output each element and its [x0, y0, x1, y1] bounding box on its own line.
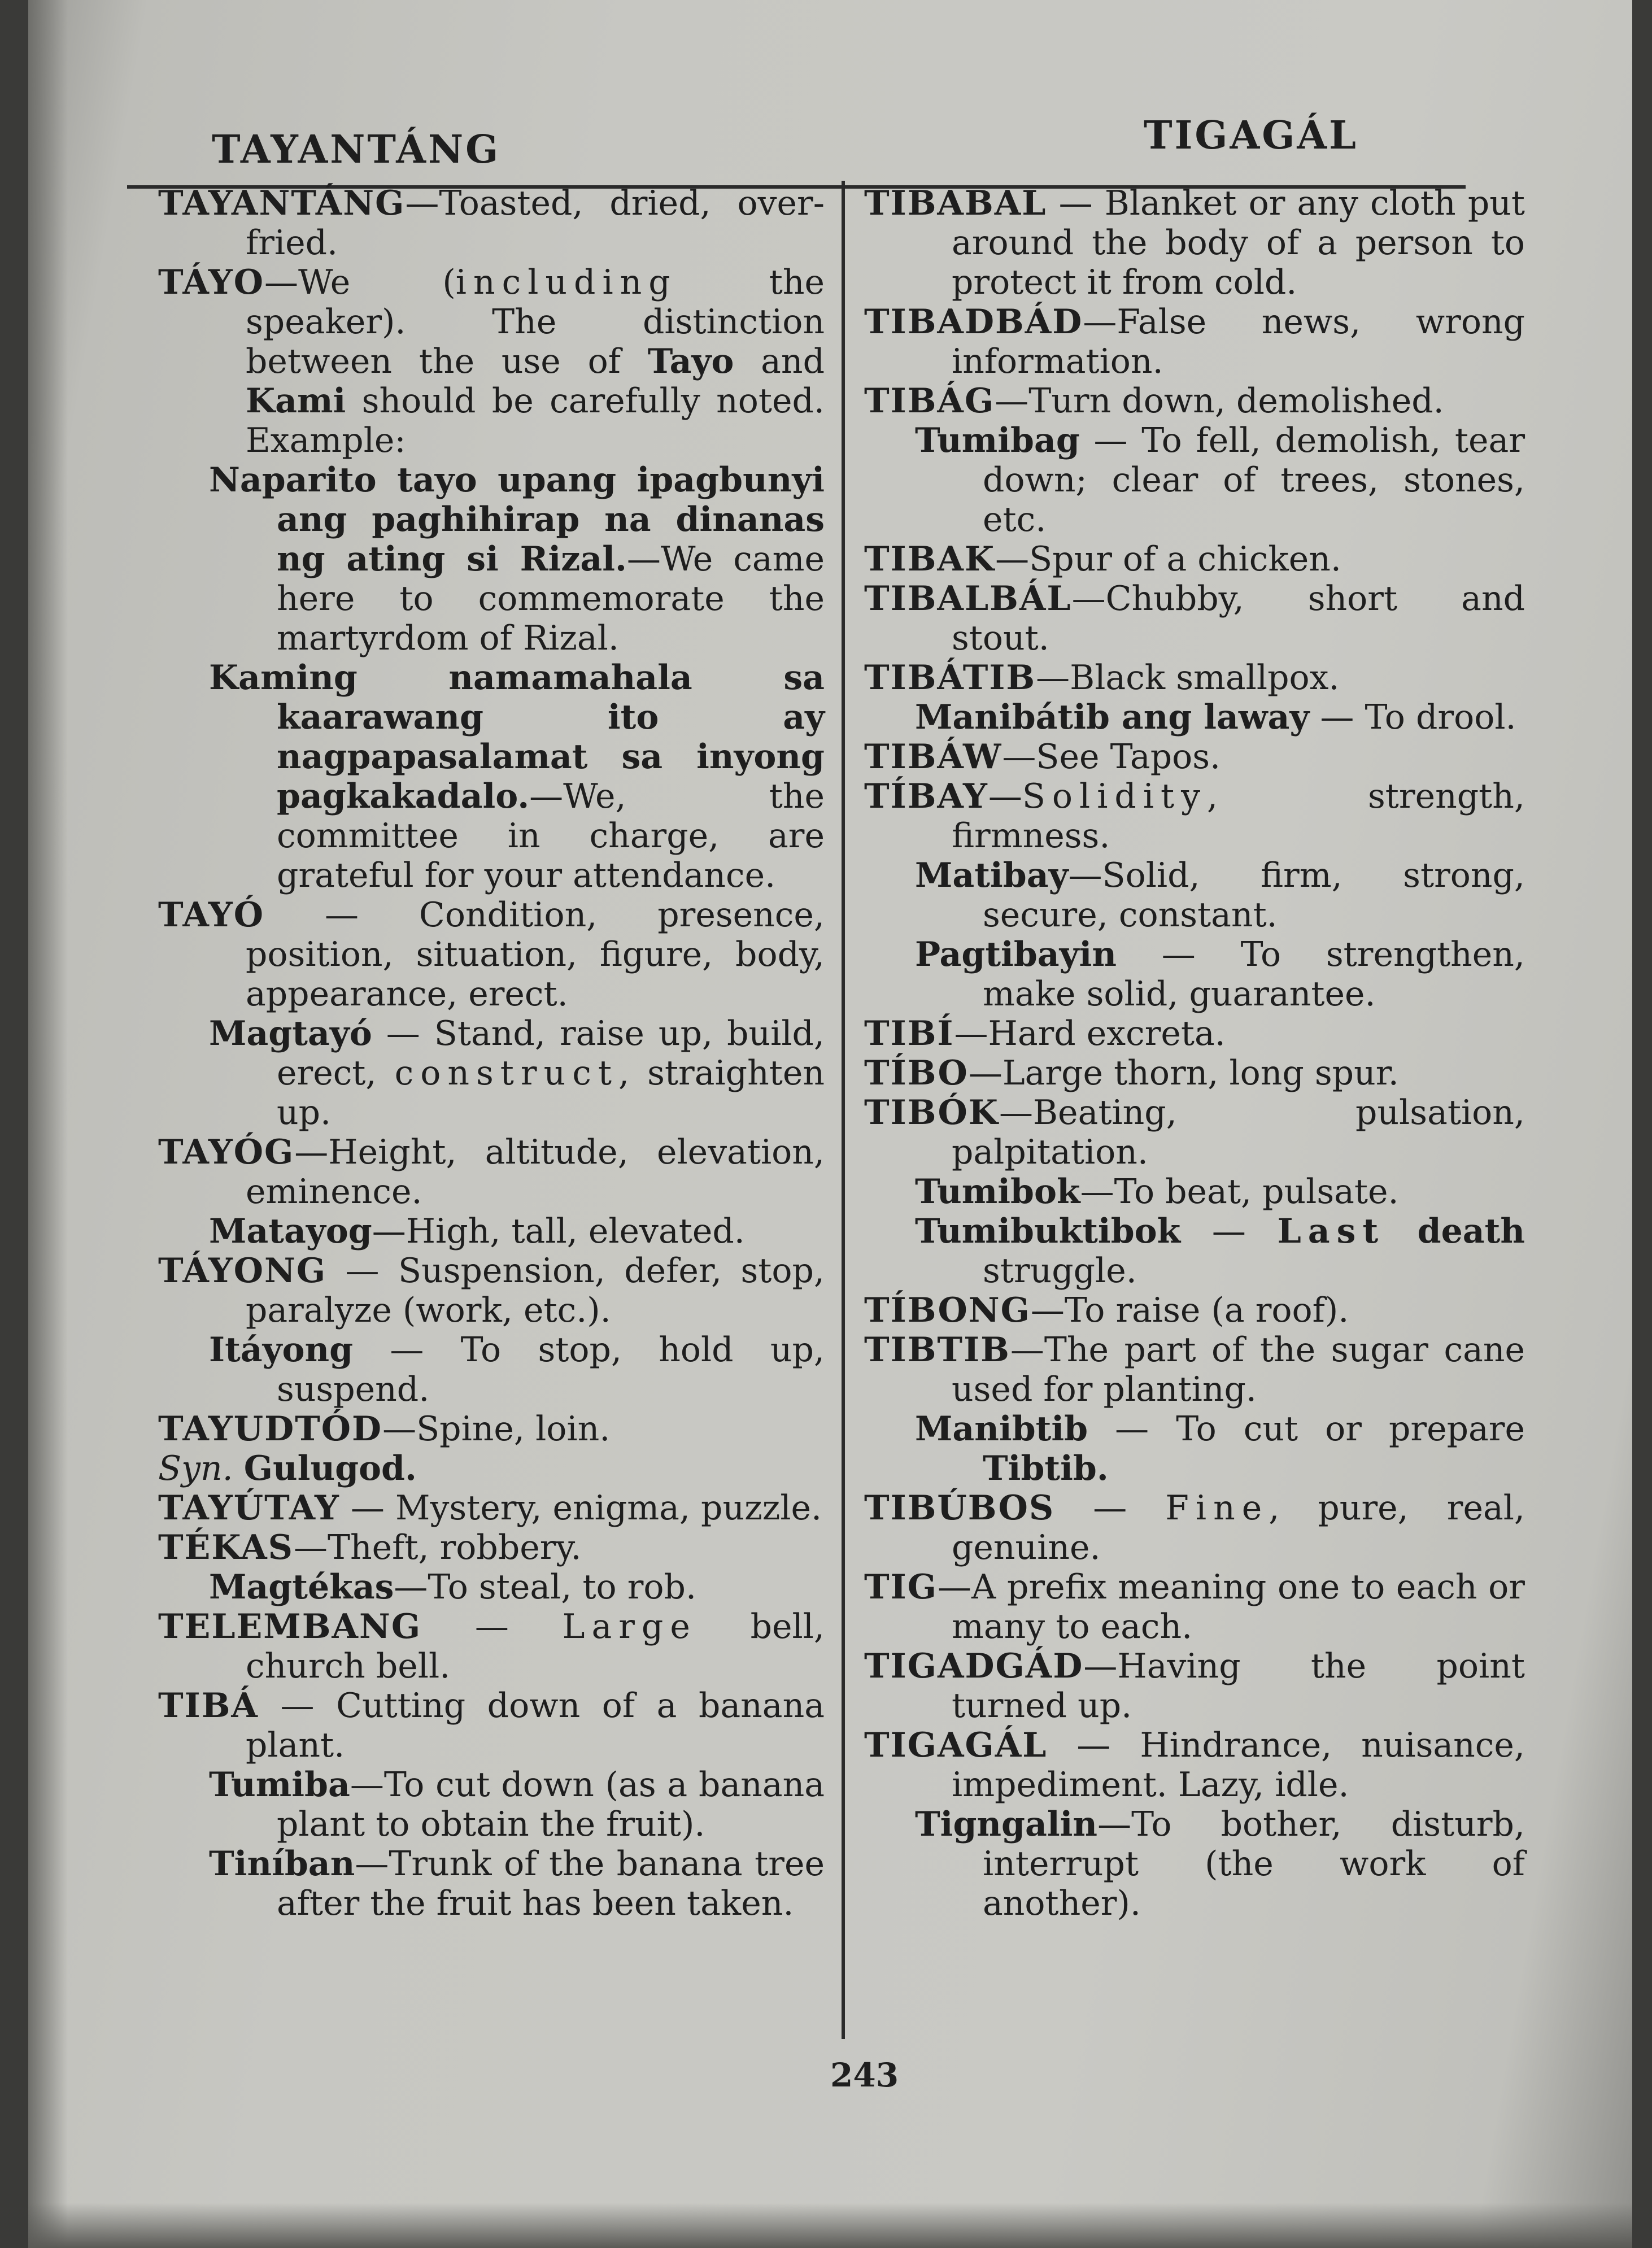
sub-headword: Tumibok [915, 1172, 1080, 1212]
page-shadow-left [28, 0, 68, 2248]
right-column [864, 184, 1525, 1923]
definition: — Cutting down of a banana plant. [246, 1686, 825, 1765]
definition: struggle. [983, 1251, 1137, 1291]
headword: TIBABAL [864, 184, 1047, 223]
definition: —To steal, to rob. [394, 1567, 697, 1607]
running-head-right: TIGAGÁL [1144, 113, 1358, 158]
headword: TAYANTÁNG [158, 184, 406, 223]
definition: —See Tapos. [1002, 737, 1221, 777]
definition: —A prefix meaning one to each or many to each. [937, 1567, 1525, 1646]
entry-tibo [864, 1053, 1525, 1093]
entry-tayog [158, 1132, 825, 1212]
sub-headword: Tumibuktibok [915, 1212, 1181, 1251]
spaced-word: construct [394, 1053, 618, 1093]
subentry-tumibok [864, 1172, 1525, 1212]
headword: TAYÓ [158, 895, 265, 935]
definition: , strength, firmness. [952, 777, 1525, 856]
entry-tibak [864, 539, 1525, 579]
entry-tibadbad [864, 302, 1525, 381]
entry-tiba [158, 1686, 825, 1765]
subentry-magtekas [158, 1567, 825, 1607]
headword: TIBAK [864, 539, 996, 579]
subentry-tumibag [864, 421, 1525, 539]
entry-tibag [864, 381, 1525, 421]
definition: — Stand, raise up, build, erect, [277, 1014, 825, 1093]
definition: , pure, real, genuine. [952, 1488, 1525, 1567]
column-rule [842, 181, 845, 2039]
entry-tayantang [158, 184, 825, 263]
sub-headword: Manibátib ang laway [915, 698, 1310, 737]
subentry-matibay [864, 856, 1525, 935]
definition: —False news, wrong information. [952, 302, 1525, 381]
definition: — [1054, 1488, 1166, 1528]
subentry-tiniban [158, 1844, 825, 1923]
definition: — To stop, hold up, suspend. [277, 1330, 825, 1409]
definition: —Spur of a chicken. [995, 539, 1341, 579]
entry-tibay [864, 777, 1525, 856]
headword: TIGADGÁD [864, 1646, 1084, 1686]
definition: —We ( [264, 263, 456, 302]
sub-headword: Itáyong [209, 1330, 354, 1370]
headword: TELEMBANG [158, 1607, 422, 1646]
dictionary-page [28, 0, 1632, 2248]
definition: , straighten up. [277, 1053, 825, 1132]
entry-tibubos [864, 1488, 1525, 1567]
sub-headword: Manibtib [915, 1409, 1088, 1449]
entry-tibalbal [864, 579, 1525, 658]
sub-headword: Tumiba [209, 1765, 350, 1805]
definition: —Theft, robbery. [293, 1528, 582, 1567]
definition: —The part of the sugar cane used for planting. [952, 1330, 1525, 1409]
sub-headword: Magtayó [209, 1014, 372, 1053]
headword: TIBÓK [864, 1093, 999, 1132]
headword: TÍBAY [864, 777, 988, 816]
subentry-magtayo [158, 1014, 825, 1132]
definition: —Chubby, short and stout. [952, 579, 1525, 658]
definition: —Height, altitude, elevation, eminence. [246, 1132, 825, 1212]
headword: TAYÓG [158, 1132, 295, 1172]
headword: TAYUDTÓD [158, 1409, 383, 1449]
example-phrase: Naparito tayo upang ipagbunyi ang paghihirap na dinanas ng ating si Rizal. [209, 460, 825, 579]
entry-tibaw [864, 737, 1525, 777]
definition: —To cut down (as a banana plant to obtain the fruit). [277, 1765, 825, 1844]
subentry-manibtib [864, 1409, 1525, 1488]
sub-headword: Matibay [915, 856, 1069, 895]
definition: — Blanket or any cloth put around the body of a person to protect it from cold. [952, 184, 1525, 302]
sub-headword: Tiníban [209, 1844, 355, 1884]
headword: TIBÁTIB [864, 658, 1036, 698]
definition: —Having the point turned up. [952, 1646, 1525, 1726]
sub-headword: Magtékas [209, 1567, 394, 1607]
subentry-manibatib [864, 698, 1525, 737]
entry-tekas [158, 1528, 825, 1567]
definition: —To beat, pulsate. [1080, 1172, 1399, 1212]
definition: —To bother, disturb, interrupt (the work of another). [983, 1805, 1525, 1923]
entry-tayong [158, 1251, 825, 1330]
spaced-word: including [455, 263, 677, 302]
headword: TIBÚBOS [864, 1488, 1055, 1528]
synonym-label: Syn. [158, 1449, 233, 1488]
definition: —Hard excreta. [954, 1014, 1226, 1053]
entry-tigagal [864, 1726, 1525, 1805]
headword: TIBTIB [864, 1330, 1010, 1370]
spaced-word: Large [562, 1607, 697, 1646]
entry-tibabal [864, 184, 1525, 302]
subentry-tumibuktibok [864, 1212, 1525, 1291]
entry-tig [864, 1567, 1525, 1646]
entry-tayo-condition [158, 895, 825, 1014]
subentry-tigngalin [864, 1805, 1525, 1923]
headword: TÍBO [864, 1053, 969, 1093]
definition: —Beating, pulsation, palpitation. [952, 1093, 1525, 1172]
definition: — To fell, demolish, tear down; clear of trees, stones, etc. [983, 421, 1525, 539]
bold-word: Kami [246, 381, 346, 421]
definition: — Condition, presence, position, situation, figure, body, appearance, erect. [246, 895, 825, 1014]
headword: TIBÍ [864, 1014, 954, 1053]
entry-tibtib [864, 1330, 1525, 1409]
definition: —Spine, loin. [382, 1409, 611, 1449]
headword: TIBÁ [158, 1686, 259, 1726]
example-phrase: Kaming namamahala sa kaarawang ito ay nagpapasalamat sa inyong pagkakadalo. [209, 658, 825, 816]
left-column [158, 184, 825, 1923]
subentry-matayog [158, 1212, 825, 1251]
definition: — [421, 1607, 563, 1646]
entry-tigadgad [864, 1646, 1525, 1726]
headword: TIG [864, 1567, 938, 1607]
spaced-word: Last [1277, 1212, 1385, 1251]
entry-tibok [864, 1093, 1525, 1172]
sub-headword: Tumibag [915, 421, 1080, 460]
definition: — [988, 777, 1022, 816]
definition: —Black smallpox. [1036, 658, 1340, 698]
entry-tibong [864, 1291, 1525, 1330]
definition: the speaker). The distinction between the use of [246, 263, 825, 381]
example-kaming [158, 658, 825, 895]
sub-headword: Pagtibayin [915, 935, 1117, 974]
definition: — [1180, 1212, 1278, 1251]
example-naparito [158, 460, 825, 658]
sub-headword: Tigngalin [915, 1805, 1098, 1844]
entry-tayutay [158, 1488, 825, 1528]
definition: — Hindrance, nuisance, impediment. Lazy, idle. [952, 1726, 1525, 1805]
headword: TIBÁG [864, 381, 995, 421]
bold-word: Tibtib. [983, 1449, 1109, 1488]
headword: TÁYO [158, 263, 265, 302]
subentry-tumiba [158, 1765, 825, 1844]
synonym: Gulugod. [243, 1449, 417, 1488]
bold-word: Tayo [647, 342, 734, 381]
spaced-word: Fine [1165, 1488, 1269, 1528]
definition: — To drool. [1309, 698, 1516, 737]
headword: TIBADBÁD [864, 302, 1083, 342]
definition: —Turn down, demolished. [995, 381, 1444, 421]
definition: —Trunk of the banana tree after the fruit has been taken. [277, 1844, 825, 1923]
entry-tibatib [864, 658, 1525, 698]
headword: TÉKAS [158, 1528, 294, 1567]
translation: —We, the committee in charge, are grateful for your attendance. [277, 777, 825, 895]
sub-headword: Matayog [209, 1212, 372, 1251]
headword: TÁYONG [158, 1251, 327, 1291]
running-head-left: TAYANTÁNG [212, 127, 501, 172]
entry-tayudtod [158, 1409, 825, 1488]
spaced-word: Solidity [1022, 777, 1208, 816]
headword: TIGAGÁL [864, 1726, 1048, 1765]
definition: — To cut or prepare [1088, 1409, 1525, 1449]
entry-telembang [158, 1607, 825, 1686]
definition: —High, tall, elevated. [372, 1212, 745, 1251]
headword: TIBÁW [864, 737, 1002, 777]
entry-tibi [864, 1014, 1525, 1053]
entry-tayo [158, 263, 825, 460]
subentry-pagtibayin [864, 935, 1525, 1014]
page-number: 243 [830, 2056, 899, 2094]
definition: — Suspension, defer, stop, paralyze (work, etc.). [246, 1251, 825, 1330]
synonym-line [158, 1449, 825, 1488]
definition: and [734, 342, 825, 381]
definition: —Large thorn, long spur. [968, 1053, 1399, 1093]
page-shadow-bottom [28, 2203, 1632, 2248]
headword: TAYÚTAY [158, 1488, 340, 1528]
definition: — To strengthen, make solid, guarantee. [983, 935, 1525, 1014]
translation: —We came here to commemorate the martyrdom of Rizal. [277, 539, 825, 658]
headword: TÍBONG [864, 1291, 1031, 1330]
subentry-itayong [158, 1330, 825, 1409]
definition: —Toasted, dried, over-fried. [246, 184, 825, 263]
definition: —To raise (a roof). [1030, 1291, 1349, 1330]
definition: should be carefully noted. Example: [246, 381, 825, 460]
definition: — Mystery, enigma, puzzle. [339, 1488, 822, 1528]
definition: bell, church bell. [246, 1607, 825, 1686]
bold-word: death [1385, 1212, 1525, 1251]
headword: TIBALBÁL [864, 579, 1072, 618]
definition: —Solid, firm, strong, secure, constant. [983, 856, 1525, 935]
